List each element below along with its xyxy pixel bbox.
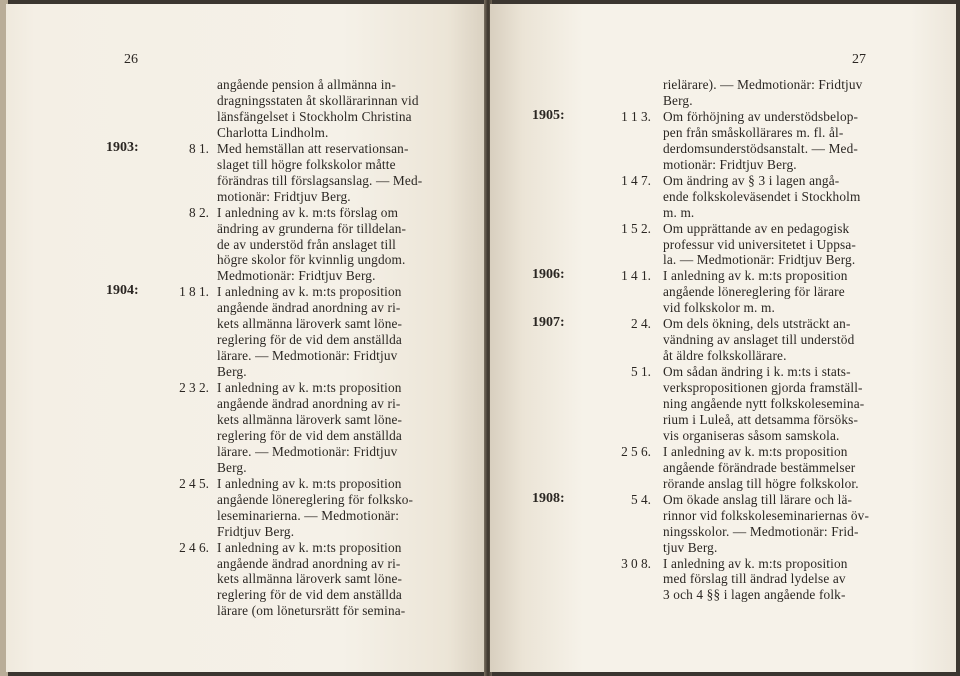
text-line: Berg. <box>217 459 247 475</box>
text-line: leseminarierna. — Medmotionär: <box>217 507 400 523</box>
text-line: angående ändrad anordning av ri- <box>217 300 401 316</box>
text-line: med förslag till ändrad lydelse av <box>663 571 846 587</box>
text-line: I anledning av k. m:ts proposition <box>663 555 848 571</box>
text-line: ende folkskoleväsendet i Stockholm <box>663 188 861 204</box>
text-line: Om ökade anslag till lärare och lä- <box>663 491 853 507</box>
text-line: lärare. — Medmotionär: Fridtjuv <box>217 443 398 459</box>
motion-number: 5 4. <box>631 491 651 507</box>
text-line: länsfängelset i Stockholm Christina <box>217 108 412 124</box>
text-line: pen från småskollärares m. fl. ål- <box>663 124 844 140</box>
motion-number: 5 1. <box>631 364 651 380</box>
text-line: rörande anslag till högre folkskolor. <box>663 475 859 491</box>
text-line: I anledning av k. m:ts proposition <box>217 284 402 300</box>
text-line: derdomsunderstödsanstalt. — Med- <box>663 140 858 156</box>
text-line: Om ändring av § 3 i lagen angå- <box>663 172 840 188</box>
text-line: I anledning av k. m:ts proposition <box>663 443 848 459</box>
text-line: angående lönereglering för lärare <box>663 284 845 300</box>
motion-number: 2 4 5. <box>179 475 209 491</box>
text-line: Om upprättande av en pedagogisk <box>663 220 850 236</box>
text-line: vis organiseras såsom samskola. <box>663 427 840 443</box>
text-line: I anledning av k. m:ts förslag om <box>217 204 399 220</box>
text-line: I anledning av k. m:ts proposition <box>217 475 402 491</box>
text-line: angående lönereglering för folkskо- <box>217 491 414 507</box>
text-line: högre skolor för kvinnlig ungdom. <box>217 252 406 268</box>
motion-number: 1 1 3. <box>621 108 651 124</box>
year-label: 1906: <box>532 267 565 283</box>
page-number-right: 27 <box>852 52 866 67</box>
text-line: Med hemställan att reservationsan- <box>217 140 409 156</box>
text-line: verkspropositionen gjorda framställ- <box>663 380 863 396</box>
text-line: reglering för de vid dem anställda <box>217 427 402 443</box>
text-line: tjuv Berg. <box>663 539 718 555</box>
text-line: slaget till högre folkskolor måtte <box>217 156 396 172</box>
motion-number: 2 5 6. <box>621 443 651 459</box>
year-label: 1905: <box>532 107 565 123</box>
left-page <box>6 4 486 672</box>
text-line: ningsskolor. — Medmotionär: Frid- <box>663 523 859 539</box>
right-page <box>490 4 956 672</box>
text-line: angående ändrad anordning av ri- <box>217 396 401 411</box>
text-line: I anledning av k. m:ts proposition <box>217 539 402 555</box>
text-line: kets allmänna läroverk samt löne- <box>217 316 403 332</box>
text-line: rielärare). — Medmotionär: Fridtjuv <box>663 77 863 92</box>
text-line: lärare (om lönetursrätt för semina- <box>217 603 406 619</box>
text-line: Om förhöjning av understödsbelop- <box>663 108 859 124</box>
text-line: m. m. <box>663 204 695 220</box>
text-line: rium i Luleå, att detsamma försöks- <box>663 411 859 427</box>
text-line: I anledning av k. m:ts proposition <box>217 380 402 396</box>
text-line: angående förändrade bestämmelser <box>663 459 856 475</box>
text-line: angående pension å allmänna in- <box>217 77 396 92</box>
text-line: professur vid universitetet i Uppsa- <box>663 236 856 252</box>
motion-number: 1 5 2. <box>621 220 651 236</box>
text-line: lärare. — Medmotionär: Fridtjuv <box>217 348 398 364</box>
text-line: motionär: Fridtjuv Berg. <box>217 188 351 204</box>
motion-number: 1 8 1. <box>179 284 209 300</box>
year-label: 1908: <box>532 490 565 506</box>
text-line: kets allmänna läroverk samt löne- <box>217 571 403 587</box>
motion-number: 1 4 7. <box>621 172 651 188</box>
motion-number: 8 2. <box>189 204 209 220</box>
text-line: åt äldre folkskollärare. <box>663 348 787 364</box>
text-line: ning angående nytt folkskolesemina- <box>663 396 865 411</box>
year-label: 1904: <box>106 283 139 299</box>
text-line: kets allmänna läroverk samt löne- <box>217 411 403 427</box>
text-line: motionär: Fridtjuv Berg. <box>663 156 797 172</box>
page-number-left: 26 <box>124 52 138 67</box>
text-line: Om dels ökning, dels utsträckt an- <box>663 316 851 332</box>
text-line: reglering för de vid dem anställda <box>217 587 402 603</box>
motion-number: 8 1. <box>189 140 209 156</box>
year-label: 1907: <box>532 315 565 331</box>
text-line: I anledning av k. m:ts proposition <box>663 268 848 284</box>
text-line: Charlotta Lindholm. <box>217 124 329 140</box>
text-line: 3 och 4 §§ i lagen angående folk- <box>663 587 846 603</box>
text-line: vändning av anslaget till understöd <box>663 332 855 348</box>
text-line: Berg. <box>217 364 247 380</box>
text-line: förändras till förslagsanslag. — Med- <box>217 172 423 188</box>
text-line: Fridtjuv Berg. <box>217 523 295 539</box>
text-line: dragningsstaten åt skollärarinnan vid <box>217 92 419 108</box>
text-line: la. — Medmotionär: Fridtjuv Berg. <box>663 252 856 268</box>
text-line: Om sådan ändring i k. m:ts i stats- <box>663 364 851 380</box>
text-line: vid folkskolor m. m. <box>663 300 775 316</box>
text-line: Medmotionär: Fridtjuv Berg. <box>217 268 376 284</box>
motion-number: 2 4 6. <box>179 539 209 555</box>
motion-number: 1 4 1. <box>621 268 651 284</box>
text-line: rinnor vid folkskoleseminariernas öv- <box>663 507 870 523</box>
year-label: 1903: <box>106 139 139 155</box>
motion-number: 2 3 2. <box>179 380 209 396</box>
motion-number: 3 0 8. <box>621 555 651 571</box>
motion-number: 2 4. <box>631 316 651 332</box>
text-line: Berg. <box>663 92 693 108</box>
text-line: de av understöd från anslaget till <box>217 236 397 252</box>
text-line: angående ändrad anordning av ri- <box>217 555 401 571</box>
text-line: ändring av grunderna för tilldelan- <box>217 220 407 236</box>
text-line: reglering för de vid dem anställda <box>217 332 402 348</box>
